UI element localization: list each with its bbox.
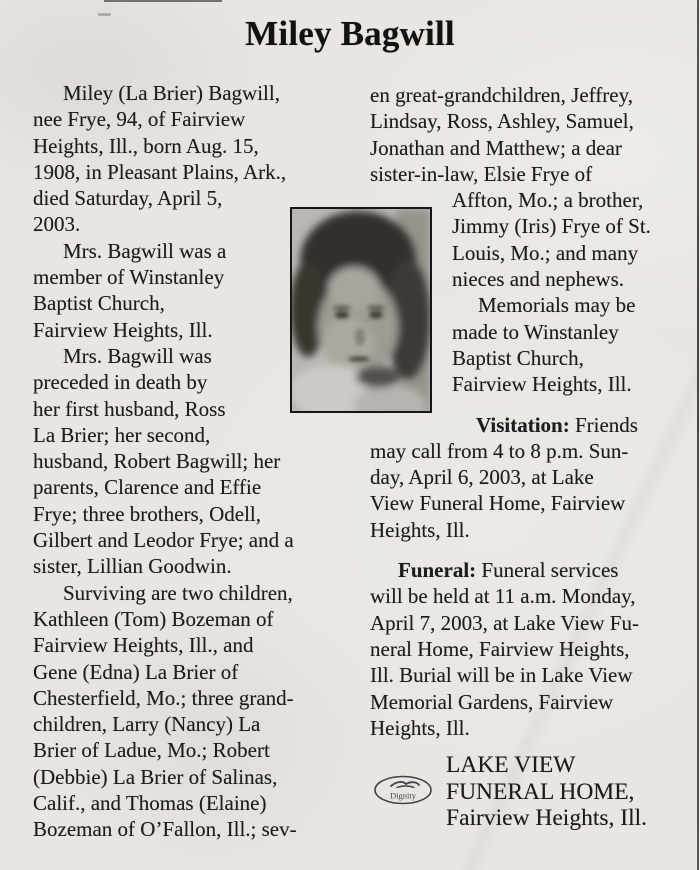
- text-line: Bozeman of O’Fallon, Ill.; sev-: [33, 817, 297, 842]
- text-line: sister-in-law, Elsie Frye of: [370, 161, 593, 186]
- portrait-photo-art: [292, 209, 430, 411]
- text-line: Miley (La Brier) Bagwill,: [63, 81, 280, 105]
- text-line: Kathleen (Tom) Bozeman of: [33, 606, 274, 631]
- text-line: Heights, Ill.: [370, 517, 470, 542]
- text-line: sister, Lillian Goodwin.: [33, 554, 232, 579]
- text-line: FUNERAL HOME,: [446, 778, 635, 805]
- text-line: died Saturday, April 5,: [33, 186, 223, 211]
- text-line: Heights, Ill.: [370, 715, 470, 740]
- funeral-home-name: [446, 752, 647, 832]
- text-line: Surviving are two children,: [63, 580, 293, 605]
- text-line: her first husband, Ross: [33, 396, 226, 421]
- text-line: Visitation: Friends: [476, 412, 638, 437]
- text-line: Frye; three brothers, Odell,: [33, 501, 262, 526]
- scan-artifact-line: [104, 0, 222, 2]
- text-line: 1908, in Pleasant Plains, Ark.,: [33, 159, 287, 184]
- text-line: Ill. Burial will be in Lake View: [370, 663, 633, 688]
- text-line: parents, Clarence and Effie: [33, 475, 262, 500]
- page-title: Miley Bagwill: [245, 14, 455, 53]
- dignity-logo: [373, 774, 433, 806]
- text-line: Calif., and Thomas (Elaine): [33, 791, 267, 816]
- text-line: Chesterfield, Mo.; three grand-: [33, 685, 294, 710]
- text-line: Memorials may be: [478, 293, 636, 318]
- text-line: husband, Robert Bagwill; her: [33, 449, 281, 474]
- text-line: will be held at 11 a.m. Monday,: [370, 584, 636, 609]
- text-line: April 7, 2003, at Lake View Fu-: [370, 610, 639, 635]
- text-line: nieces and nephews.: [452, 267, 625, 292]
- text-line: Brier of Ladue, Mo.; Robert: [33, 738, 270, 763]
- text-line: Jonathan and Matthew; a dear: [370, 135, 622, 160]
- text-line: (Debbie) La Brier of Salinas,: [33, 764, 278, 789]
- text-line: Funeral: Funeral services: [398, 558, 619, 583]
- text-line: Jimmy (Iris) Frye of St.: [452, 214, 651, 239]
- text-line: children, Larry (Nancy) La: [33, 712, 261, 737]
- text-line: Gilbert and Leodor Frye; and a: [33, 528, 294, 553]
- text-line: Mrs. Bagwill was a: [63, 238, 227, 263]
- text-line: Lindsay, Ross, Ashley, Samuel,: [370, 109, 634, 134]
- text-line: Louis, Mo.; and many: [452, 240, 639, 265]
- text-line: may call from 4 to 8 p.m. Sun-: [370, 438, 629, 463]
- text-line: made to Winstanley: [452, 319, 619, 344]
- text-line: Fairview Heights, Ill.: [446, 805, 648, 831]
- text-line: Memorial Gardens, Fairview: [370, 689, 614, 714]
- text-line: Affton, Mo.; a brother,: [452, 188, 644, 213]
- text-line: Fairview Heights, Ill., and: [33, 633, 254, 658]
- text-line: day, April 6, 2003, at Lake: [370, 465, 594, 490]
- newspaper-column-rule: [697, 0, 699, 870]
- text-line: 2003.: [33, 212, 81, 237]
- obituary-left-column: [33, 80, 337, 843]
- text-line: Gene (Edna) La Brier of: [33, 659, 239, 684]
- portrait-photo: [290, 207, 432, 413]
- svg-text:Dignity: Dignity: [390, 790, 416, 801]
- funeral-home-block: [370, 752, 700, 862]
- text-line: La Brier; her second,: [33, 422, 211, 447]
- text-line: Fairview Heights, Ill.: [33, 317, 213, 342]
- text-line: LAKE VIEW: [446, 752, 576, 778]
- text-line: member of Winstanley: [33, 265, 225, 290]
- text-line: Heights, Ill., born Aug. 15,: [33, 133, 259, 158]
- text-line: Baptist Church,: [33, 291, 165, 316]
- text-line: preceded in death by: [33, 370, 208, 395]
- text-line: neral Home, Fairview Heights,: [370, 636, 630, 661]
- text-line: Fairview Heights, Ill.: [452, 372, 632, 397]
- text-line: Mrs. Bagwill was: [63, 343, 212, 368]
- text-line: en great-grandchildren, Jeffrey,: [370, 83, 633, 107]
- text-line: nee Frye, 94, of Fairview: [33, 107, 246, 132]
- text-line: View Funeral Home, Fairview: [370, 491, 626, 516]
- text-line: Baptist Church,: [452, 345, 584, 370]
